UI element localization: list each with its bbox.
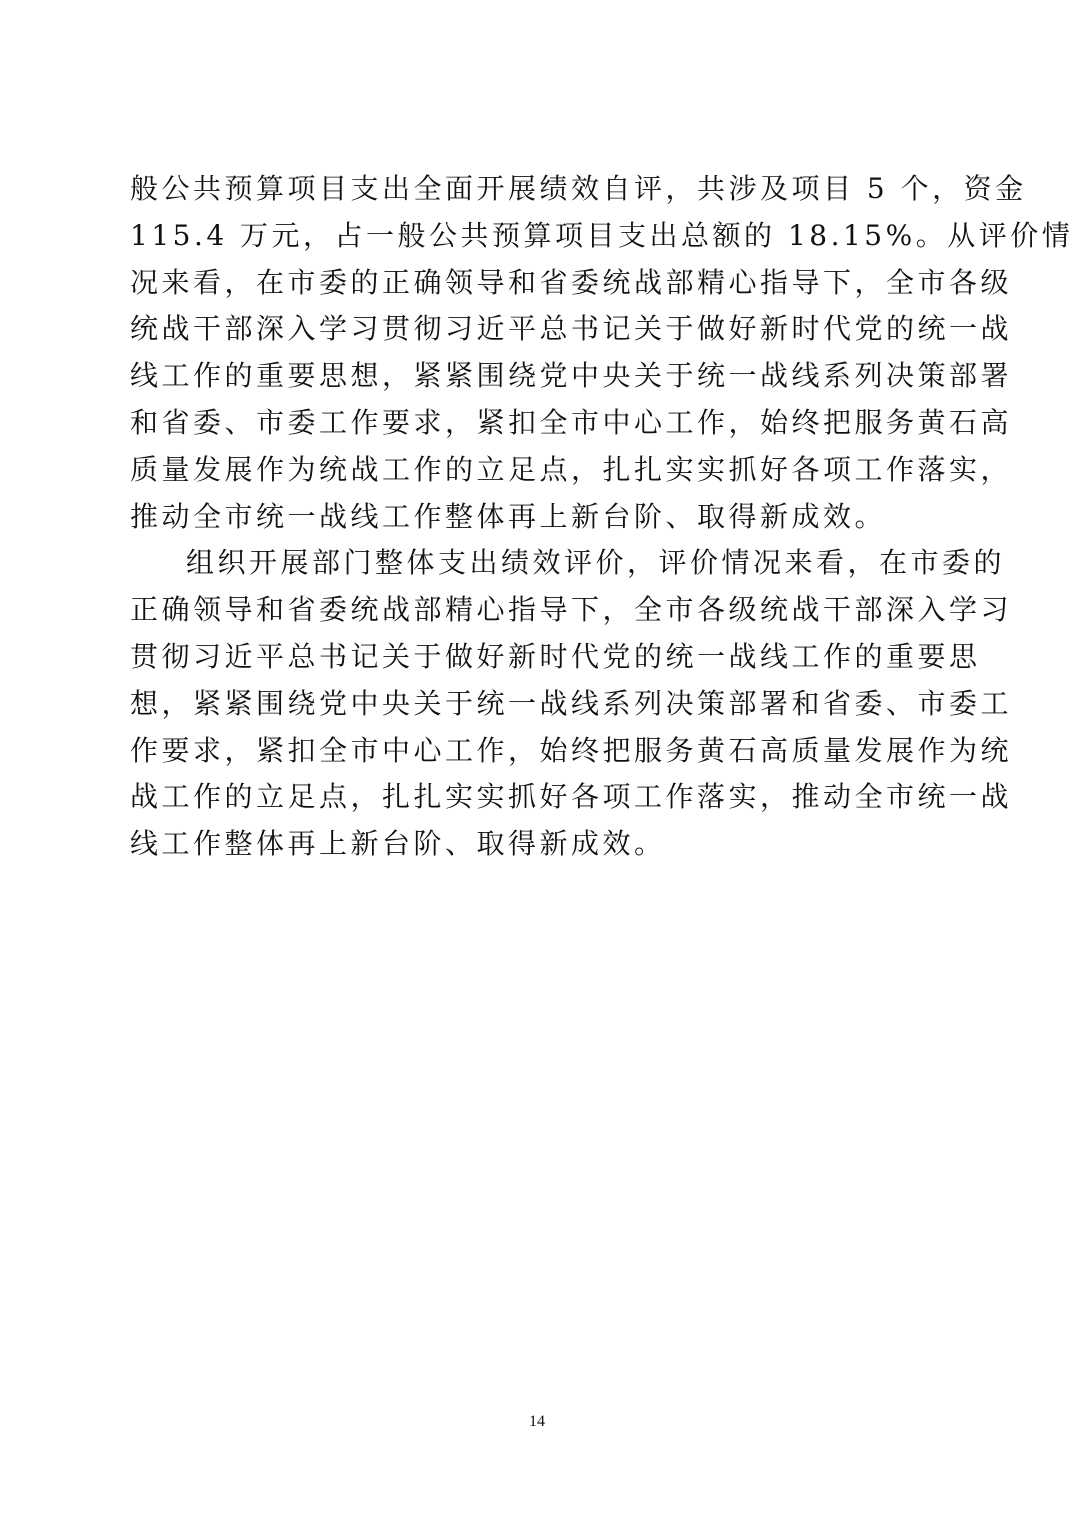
paragraph-1 xyxy=(130,166,1074,540)
text-line: 贯彻习近平总书记关于做好新时代党的统一战线工作的重要思 xyxy=(130,639,981,673)
text-line: 线工作的重要思想，紧紧围绕党中央关于统一战线系列决策部署 xyxy=(130,359,1013,393)
text-line: 想，紧紧围绕党中央关于统一战线系列决策部署和省委、市委工 xyxy=(130,686,1013,720)
text-line: 般公共预算项目支出全面开展绩效自评，共涉及项目 5 个，资金 xyxy=(130,172,1027,205)
page-number: 14 xyxy=(529,1413,545,1430)
text-line: 推动全市统一战线工作整体再上新台阶、取得新成效。 xyxy=(130,499,887,533)
text-line: 统战干部深入学习贯彻习近平总书记关于做好新时代党的统一战 xyxy=(130,312,1013,346)
text-line: 况来看，在市委的正确领导和省委统战部精心指导下，全市各级 xyxy=(130,265,1013,299)
body-text xyxy=(130,166,1074,868)
text-line: 组织开展部门整体支出绩效评价，评价情况来看，在市委的 xyxy=(186,546,1006,580)
text-line: 正确领导和省委统战部精心指导下，全市各级统战干部深入学习 xyxy=(130,593,1013,627)
text-line: 和省委、市委工作要求，紧扣全市中心工作，始终把服务黄石高 xyxy=(130,405,1013,439)
text-line: 115.4 万元，占一般公共预算项目支出总额的 18.15%。从评价情 xyxy=(130,218,1074,252)
paragraph-2 xyxy=(130,540,1013,868)
text-line: 作要求，紧扣全市中心工作，始终把服务黄石高质量发展作为统 xyxy=(130,733,1013,767)
text-line: 线工作整体再上新台阶、取得新成效。 xyxy=(130,827,666,861)
text-line: 质量发展作为统战工作的立足点，扎扎实实抓好各项工作落实， xyxy=(130,452,1013,486)
text-line: 战工作的立足点，扎扎实实抓好各项工作落实，推动全市统一战 xyxy=(130,780,1013,814)
